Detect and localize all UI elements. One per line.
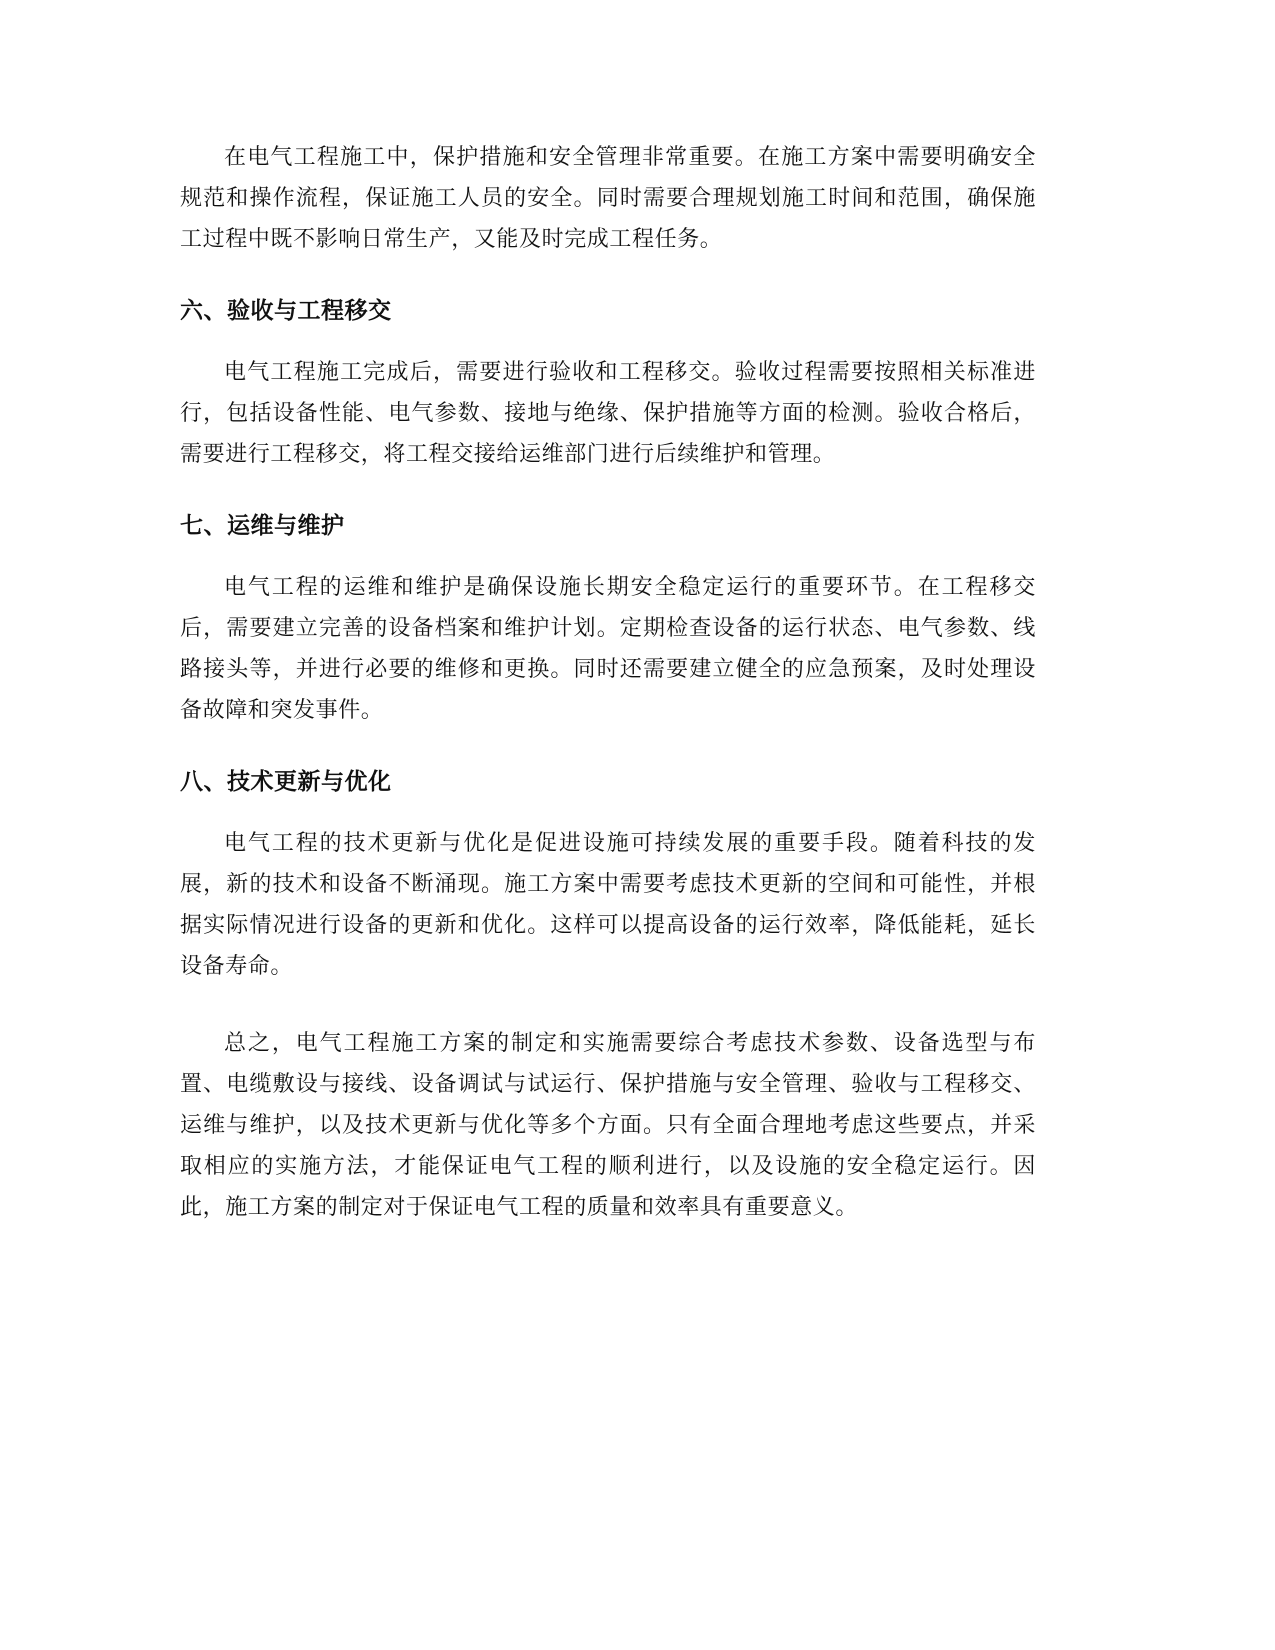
paragraph-operation-maintenance: 电气工程的运维和维护是确保设施长期安全稳定运行的重要环节。在工程移交后，需要建立完善的设备档案和维护计划。定期检查设备的运行状态、电气参数、线路接头等，并进行必要的维修和更换。同时还需要建立健全的应急预案，及时处理设备故障和突发事件。 (180, 575, 1036, 723)
heading-acceptance-handover: 六、验收与工程移交 (180, 298, 392, 324)
heading-tech-update-optimization: 八、技术更新与优化 (180, 769, 392, 795)
heading-operation-maintenance: 七、运维与维护 (180, 513, 345, 539)
paragraph-summary: 总之，电气工程施工方案的制定和实施需要综合考虑技术参数、设备选型与布置、电缆敷设与接线、设备调试与试运行、保护措施与安全管理、验收与工程移交、运维与维护，以及技术更新与优化等多个方面。只有全面合理地考虑这些要点，并采取相应的实施方法，才能保证电气工程的顺利进行，以及设施的安全稳定运行。因此，施工方案的制定对于保证电气工程的质量和效率具有重要意义。 (180, 1031, 1036, 1220)
paragraph-tech-update-optimization: 电气工程的技术更新与优化是促进设施可持续发展的重要手段。随着科技的发展，新的技术和设备不断涌现。施工方案中需要考虑技术更新的空间和可能性，并根据实际情况进行设备的更新和优化。这样可以提高设备的运行效率，降低能耗，延长设备寿命。 (180, 831, 1036, 979)
paragraph-acceptance-handover: 电气工程施工完成后，需要进行验收和工程移交。验收过程需要按照相关标准进行，包括设备性能、电气参数、接地与绝缘、保护措施等方面的检测。验收合格后，需要进行工程移交，将工程交接给运维部门进行后续维护和管理。 (180, 360, 1036, 467)
paragraph-safety-management: 在电气工程施工中，保护措施和安全管理非常重要。在施工方案中需要明确安全规范和操作流程，保证施工人员的安全。同时需要合理规划施工时间和范围，确保施工过程中既不影响日常生产，又能及时完成工程任务。 (180, 145, 1036, 252)
document-page (180, 137, 1036, 1228)
